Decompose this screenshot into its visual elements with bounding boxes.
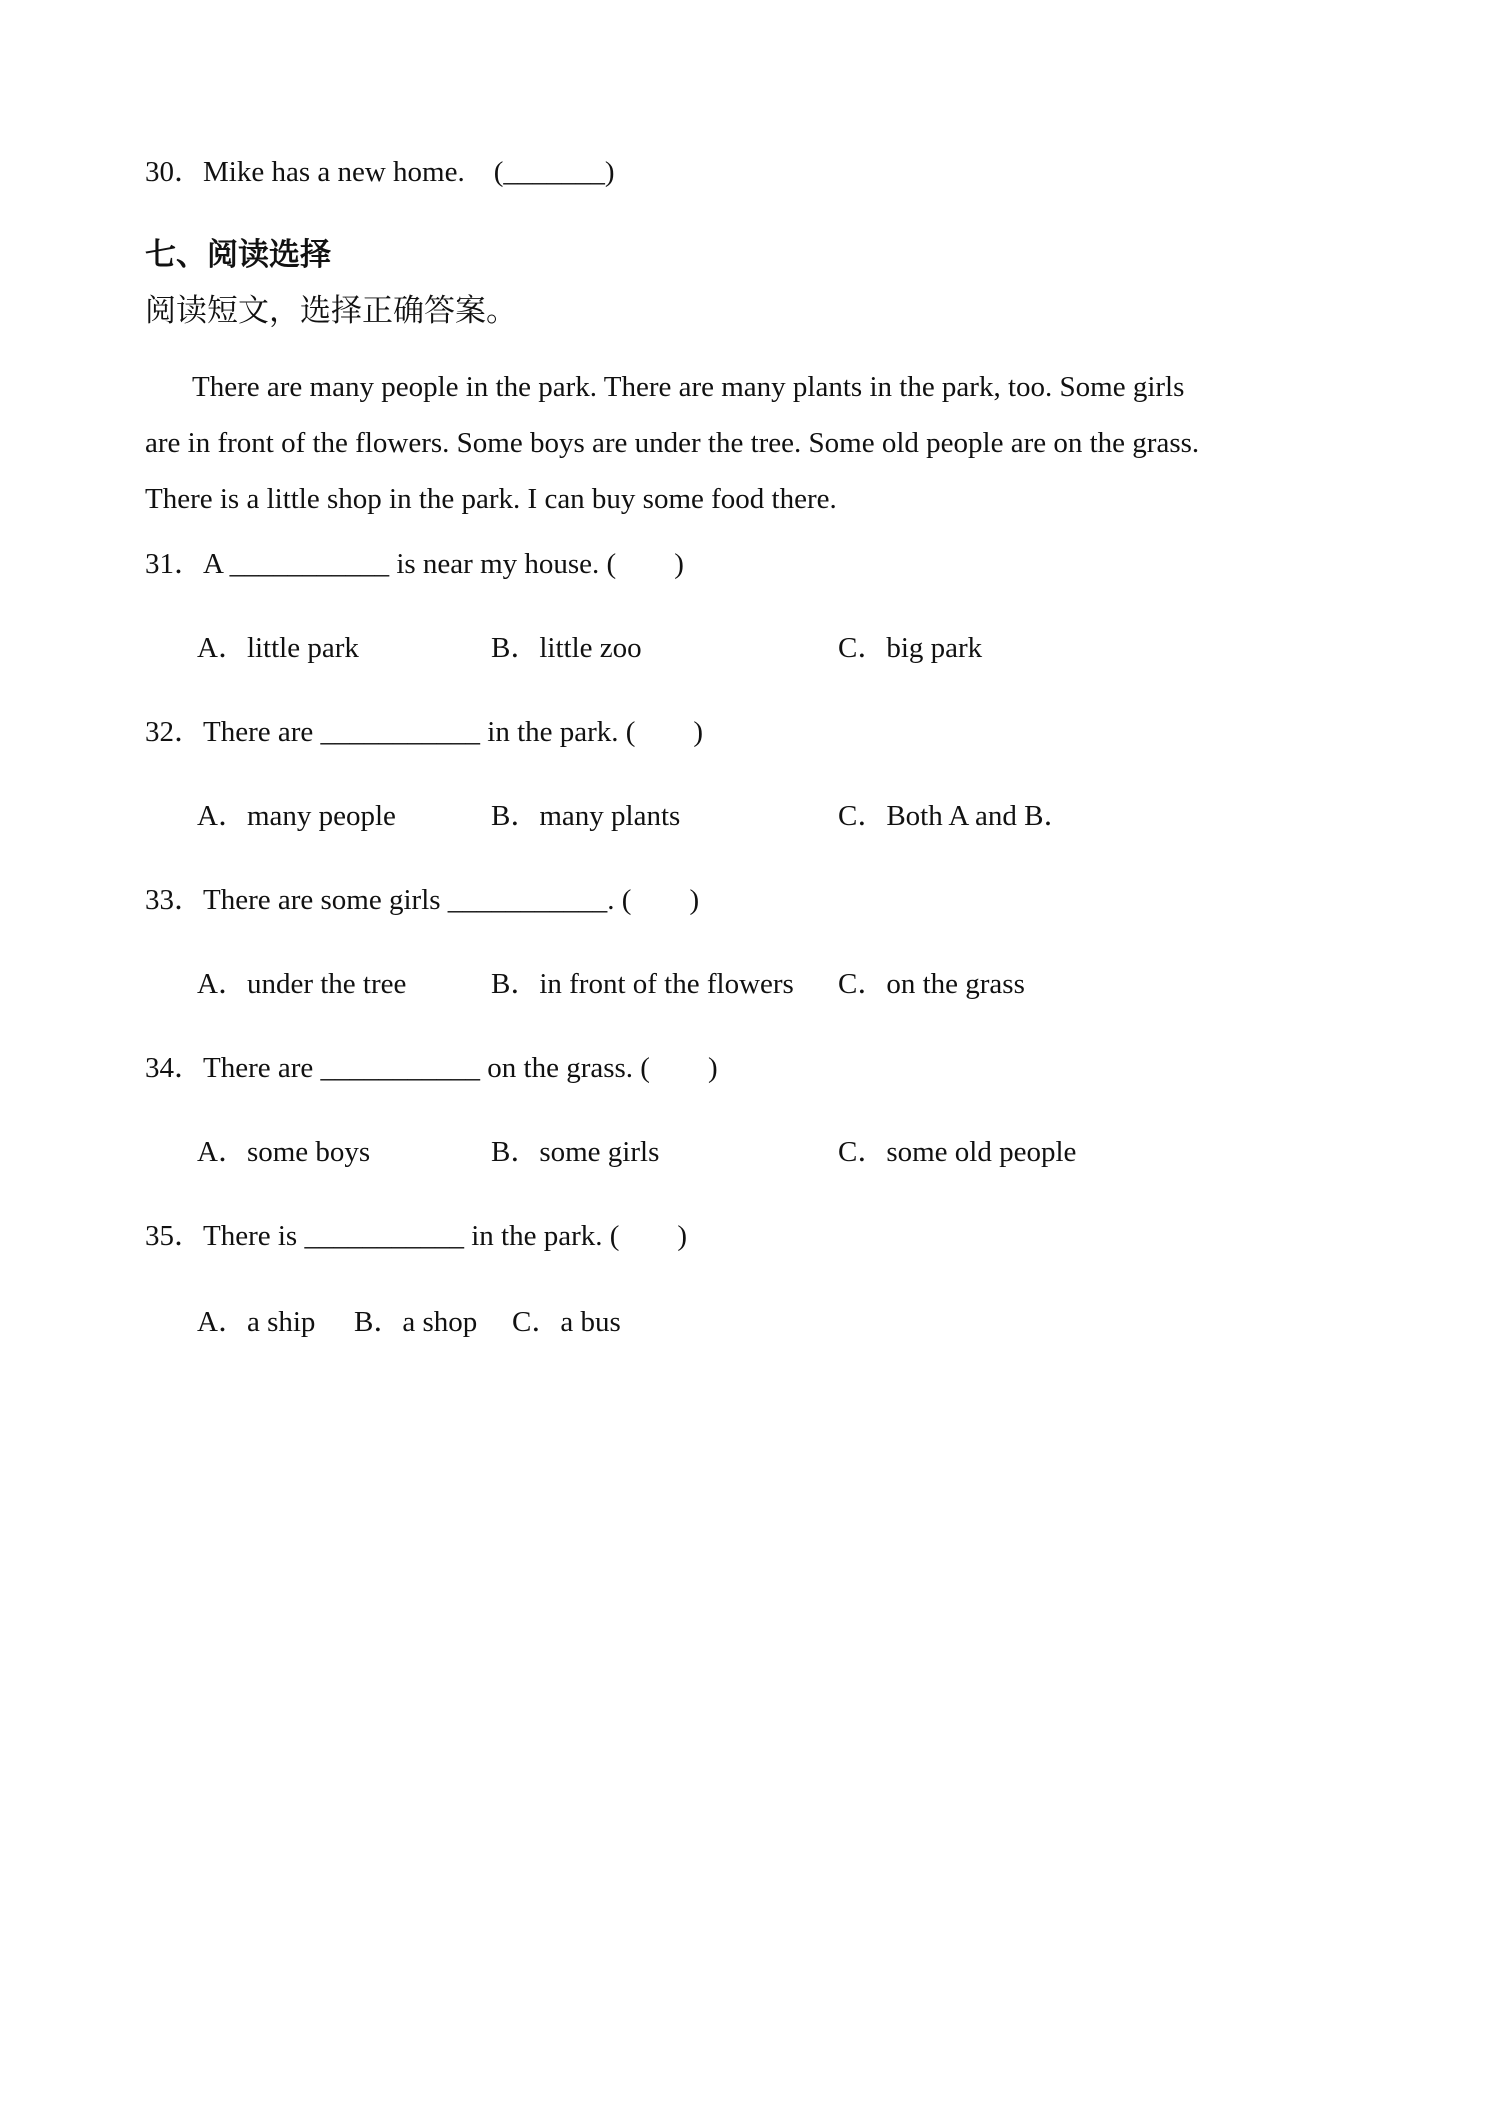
option-b: B．some girls	[491, 1136, 660, 1168]
option-b: B．many plants	[491, 800, 681, 832]
section-heading: 七、阅读选择	[145, 237, 331, 273]
section-instruction: 阅读短文，选择正确答案。	[145, 293, 517, 329]
option-b: B．little zoo	[491, 632, 642, 664]
passage-line: There are many people in the park. There are many plants in the park, too. Some girls	[192, 371, 1185, 403]
option-a: A．many people	[197, 800, 396, 832]
question-stem: 35．There is ___________ in the park. ( )	[145, 1220, 688, 1252]
option-c: C．some old people	[838, 1136, 1077, 1168]
option-c: C．big park	[838, 632, 983, 664]
passage-line: There is a little shop in the park. I can buy some food there.	[145, 483, 837, 515]
option-a: A．some boys	[197, 1136, 371, 1168]
option-a: A．a ship	[197, 1306, 316, 1338]
option-c: C．on the grass	[838, 968, 1025, 1000]
option-b: B．a shop	[354, 1306, 478, 1338]
question-stem: 34．There are ___________ on the grass. ( )	[145, 1052, 718, 1084]
question-30: 30．Mike has a new home. (_______)	[145, 156, 615, 188]
option-a: A．little park	[197, 632, 359, 664]
question-stem: 33．There are some girls ___________. ( )	[145, 884, 700, 916]
option-c: C．Both A and B．	[838, 800, 1073, 832]
option-a: A．under the tree	[197, 968, 407, 1000]
passage-line: are in front of the flowers. Some boys are under the tree. Some old people are on the grass.	[145, 427, 1200, 459]
option-b: B．in front of the flowers	[491, 968, 794, 1000]
question-stem: 32．There are ___________ in the park. ( )	[145, 716, 704, 748]
option-c: C．a bus	[512, 1306, 621, 1338]
question-stem: 31．A ___________ is near my house. ( )	[145, 548, 684, 580]
